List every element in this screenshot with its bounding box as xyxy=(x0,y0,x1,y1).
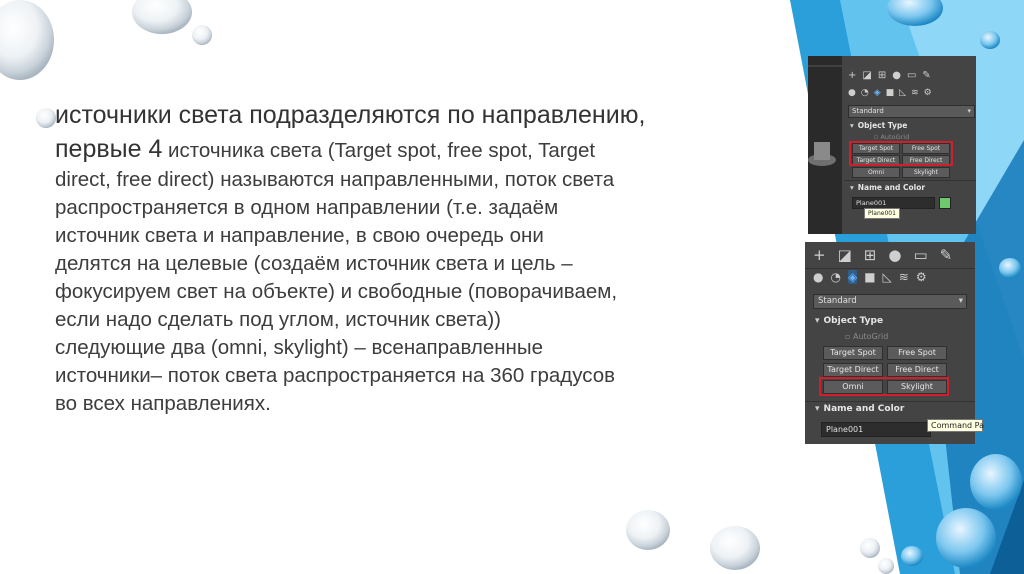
cameras-icon[interactable]: ■ xyxy=(885,88,895,98)
water-drop xyxy=(999,258,1021,278)
utilities-icon[interactable]: ✎ xyxy=(922,70,931,81)
divider xyxy=(805,268,975,269)
water-drop xyxy=(901,546,923,566)
text-line: распространяется в одном направлении (т.е. задаём xyxy=(55,196,559,219)
modify-icon[interactable]: ◪ xyxy=(837,246,852,264)
body-text xyxy=(55,98,775,418)
geometry-icon[interactable]: ● xyxy=(848,88,856,98)
text-line: источники света подразделяются по направлению, xyxy=(55,101,646,129)
water-drop xyxy=(878,558,894,574)
geometry-icon[interactable]: ● xyxy=(813,270,824,284)
helpers-icon[interactable]: ◺ xyxy=(882,270,892,284)
display-icon[interactable]: ▭ xyxy=(906,70,917,81)
divider xyxy=(844,180,976,181)
text-line: следующие два (omni, skylight) – всенаправленные xyxy=(55,336,544,359)
name-input[interactable]: Plane001 xyxy=(852,197,935,209)
cameras-icon[interactable]: ■ xyxy=(864,270,876,284)
target-direct-button[interactable]: Target Direct xyxy=(852,155,900,166)
text-line: фокусируем свет на объекте) и свободные (поворачиваем, xyxy=(55,280,618,303)
water-drop xyxy=(626,510,670,550)
highlight-frame xyxy=(819,377,949,396)
plus-icon[interactable]: + xyxy=(848,70,857,81)
target-spot-button[interactable]: Target Spot xyxy=(823,346,883,360)
omni-button[interactable]: Omni xyxy=(823,380,883,394)
water-drop xyxy=(980,31,1000,49)
text-lead: первые 4 xyxy=(55,135,163,163)
autogrid-checkbox[interactable]: ▫ AutoGrid xyxy=(845,332,889,341)
section-object-type[interactable]: ▾ Object Type xyxy=(850,121,908,130)
section-title: Name and Color xyxy=(857,183,926,192)
section-object-type[interactable]: ▾ Object Type xyxy=(815,316,884,326)
lights-icon[interactable]: ◈ xyxy=(873,88,881,98)
tooltip: Command Pa xyxy=(927,419,983,432)
color-swatch[interactable] xyxy=(939,197,951,209)
name-input[interactable]: Plane001 xyxy=(821,422,931,437)
water-drop xyxy=(0,0,54,80)
free-direct-button[interactable]: Free Direct xyxy=(902,155,950,166)
autogrid-label: AutoGrid xyxy=(852,332,889,341)
water-drop xyxy=(132,0,192,34)
motion-icon[interactable]: ● xyxy=(892,70,901,81)
target-direct-button[interactable]: Target Direct xyxy=(823,363,883,377)
text-line: во всех направлениях. xyxy=(55,392,271,415)
chevron-down-icon: ▾ xyxy=(967,107,971,115)
dropdown-value: Standard xyxy=(818,296,857,306)
dropdown-value: Standard xyxy=(852,107,884,115)
modify-icon[interactable]: ◪ xyxy=(862,70,872,81)
helpers-icon[interactable]: ◺ xyxy=(899,88,907,98)
command-panel-screenshot-small xyxy=(808,56,976,234)
water-drop xyxy=(860,538,880,558)
text-line: direct, free direct) называются направленными, поток света xyxy=(55,168,615,191)
plus-icon[interactable]: + xyxy=(813,246,826,264)
section-title: Object Type xyxy=(857,121,908,130)
water-drop xyxy=(936,508,996,568)
viewport-object-icon xyxy=(808,56,842,234)
skylight-button[interactable]: Skylight xyxy=(887,380,947,394)
autogrid-label: AutoGrid xyxy=(880,133,910,141)
text-line: источник света и направление, в свою очередь они xyxy=(55,224,544,247)
motion-icon[interactable]: ● xyxy=(888,246,902,264)
text-line: источники– поток света распространяется на 360 градусов xyxy=(55,364,616,387)
category-dropdown[interactable] xyxy=(813,294,967,309)
lights-icon[interactable]: ◈ xyxy=(847,270,858,284)
water-drop xyxy=(36,108,56,128)
target-spot-button[interactable]: Target Spot xyxy=(852,143,900,154)
water-drop xyxy=(192,25,212,45)
spacewarps-icon[interactable]: ≋ xyxy=(911,88,919,98)
chevron-down-icon: ▾ xyxy=(958,296,963,306)
skylight-button[interactable]: Skylight xyxy=(902,167,950,178)
omni-button[interactable]: Omni xyxy=(852,167,900,178)
section-title: Name and Color xyxy=(823,404,905,414)
spacewarps-icon[interactable]: ≋ xyxy=(898,270,909,284)
tooltip: Plane001 xyxy=(864,208,900,219)
water-drop xyxy=(710,526,760,570)
systems-icon[interactable]: ⚙ xyxy=(915,270,927,284)
command-panel-screenshot-large xyxy=(805,242,985,444)
shapes-icon[interactable]: ◔ xyxy=(830,270,841,284)
utilities-icon[interactable]: ✎ xyxy=(939,246,953,264)
highlight-frame xyxy=(849,141,953,166)
shapes-icon[interactable]: ◔ xyxy=(860,88,869,98)
display-icon[interactable]: ▭ xyxy=(913,246,928,264)
divider xyxy=(805,401,975,402)
autogrid-checkbox[interactable]: ▫ AutoGrid xyxy=(874,133,910,141)
section-title: Object Type xyxy=(823,316,884,326)
category-dropdown[interactable] xyxy=(848,105,975,118)
section-name-color[interactable]: ▾ Name and Color xyxy=(815,404,905,414)
text-line: источника света (Target spot, free spot, Target xyxy=(162,139,596,162)
viewport xyxy=(808,56,842,234)
text-line: если надо сделать под углом, источник света)) xyxy=(55,308,501,331)
text-line: делятся на целевые (создаём источник света и цель – xyxy=(55,252,573,275)
hierarchy-icon[interactable]: ⊞ xyxy=(863,246,877,264)
systems-icon[interactable]: ⚙ xyxy=(923,88,932,98)
water-drop xyxy=(970,454,1022,510)
section-name-color[interactable]: ▾ Name and Color xyxy=(850,183,926,192)
free-direct-button[interactable]: Free Direct xyxy=(887,363,947,377)
hierarchy-icon[interactable]: ⊞ xyxy=(877,70,887,81)
free-spot-button[interactable]: Free Spot xyxy=(887,346,947,360)
free-spot-button[interactable]: Free Spot xyxy=(902,143,950,154)
